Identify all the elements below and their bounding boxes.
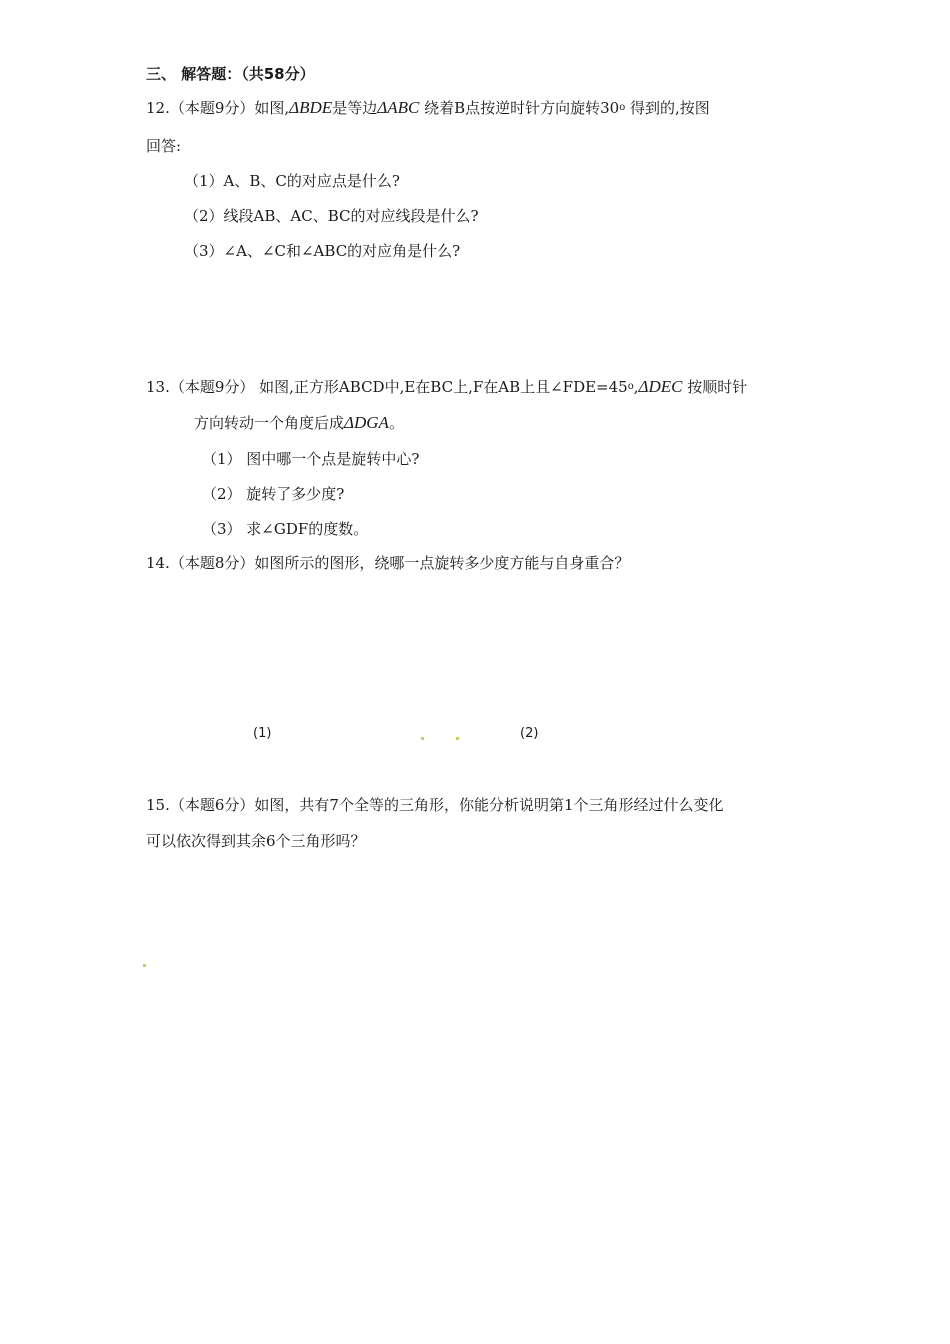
q13-line1	[146, 377, 747, 397]
q12-prefix: 12.（本题9分）如图,	[146, 99, 290, 117]
q13-comma: ,	[633, 378, 639, 396]
q12-sub1: （1）A、B、C的对应点是什么?	[184, 172, 400, 190]
figure-placeholder-dot	[143, 964, 146, 967]
q12-rest: 绕着B点按逆时针方向旋转30	[419, 99, 620, 117]
q13-prefix: 13.（本题9分） 如图,正方形ABCD中,E在BC上,F在AB上且∠FDE=45	[146, 378, 628, 396]
section-title: 三、 解答题：（共58分）	[146, 65, 315, 83]
q12-mid: 是等边	[332, 99, 378, 117]
q12-triangle-abc: ΔABC	[377, 98, 420, 117]
figure-placeholder-dot	[421, 737, 424, 740]
q13-sub2: （2） 旋转了多少度?	[202, 485, 345, 503]
q13-sub3: （3） 求∠GDF的度数。	[202, 520, 369, 538]
q12-sub3: （3）∠A、∠C和∠ABC的对应角是什么?	[184, 242, 461, 260]
q13-tail: 按顺时针	[682, 378, 748, 396]
q14-figure2-label: (2)	[520, 726, 539, 741]
q14-figure1-label: (1)	[253, 726, 272, 741]
q14-text: 14.（本题8分）如图所示的图形，绕哪一点旋转多少度方能与自身重合？	[146, 554, 630, 572]
q13-line2a: 方向转动一个角度后成	[194, 414, 345, 432]
q12-tail: 得到的,按图	[625, 99, 710, 117]
q13-triangle-dec: ΔDEC	[638, 377, 683, 396]
q15-line2: 可以依次得到其余6个三角形吗？	[146, 832, 366, 850]
figure-placeholder-dot	[456, 737, 459, 740]
q12-sub2: （2）线段AB、AC、BC的对应线段是什么?	[184, 207, 479, 225]
q15-line1: 15.（本题6分）如图，共有7个全等的三角形，你能分析说明第1个三角形经过什么变化	[146, 796, 724, 814]
q13-degree: o	[627, 381, 634, 392]
q12-degree: o	[619, 102, 626, 113]
q13-line2	[194, 413, 404, 433]
q13-triangle-dga: ΔDGA	[344, 413, 389, 432]
q12-line2: 回答:	[146, 137, 182, 155]
q13-line2b: 。	[388, 414, 404, 432]
q12-triangle-bde: ΔBDE	[289, 98, 333, 117]
q13-sub1: （1） 图中哪一个点是旋转中心?	[202, 450, 420, 468]
q12-line1	[146, 98, 710, 118]
